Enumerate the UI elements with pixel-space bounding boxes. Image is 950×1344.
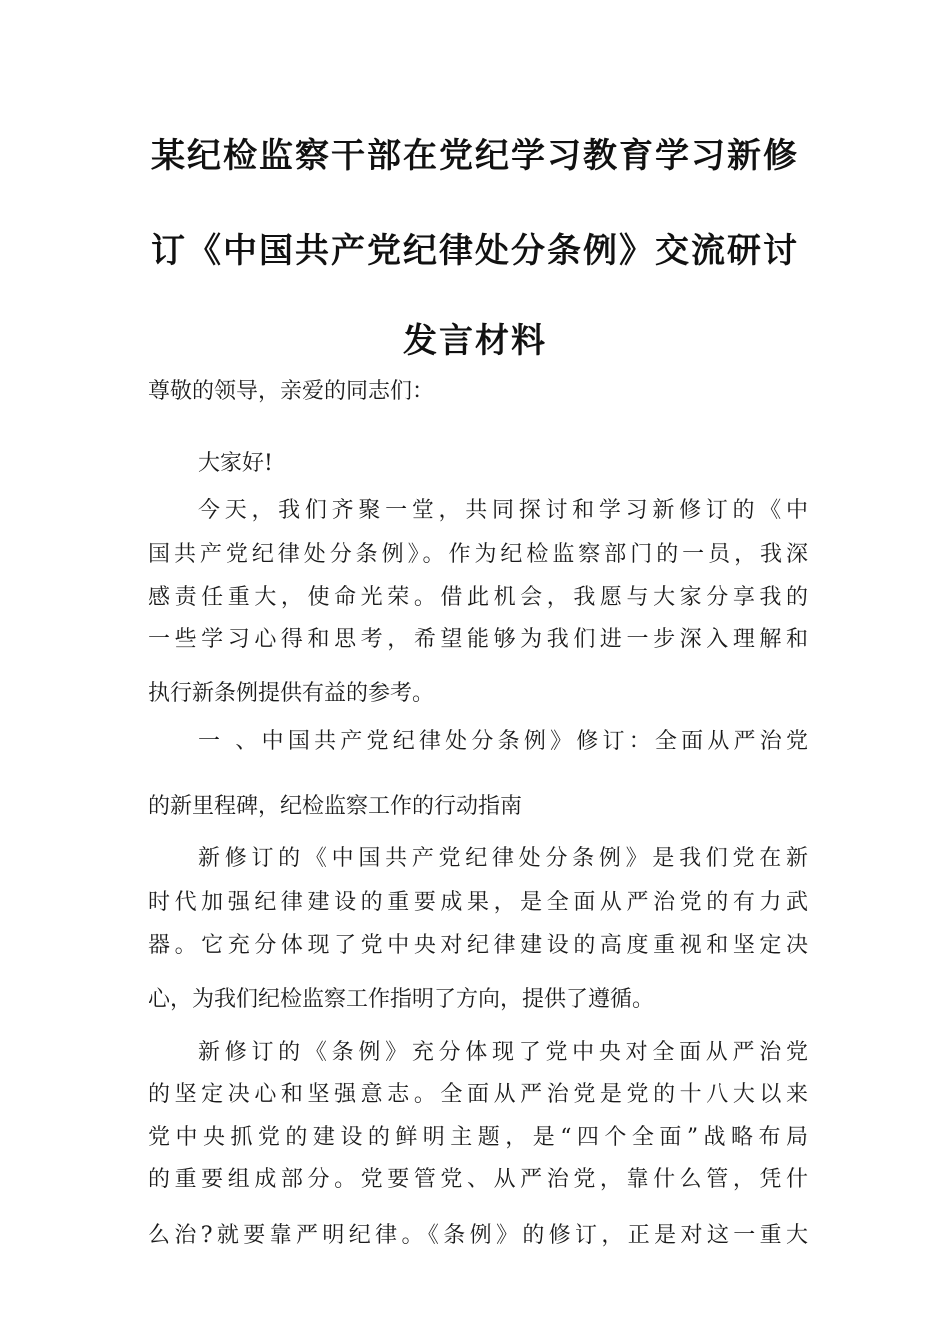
paragraph-line: 感责任重大，使命光荣。借此机会，我愿与大家分享我的 xyxy=(148,585,808,610)
salutation: 尊敬的领导，亲爱的同志们： xyxy=(148,379,435,404)
paragraph-line: 新修订的《中国共产党纪律处分条例》是我们党在新 xyxy=(198,846,808,871)
greeting: 大家好! xyxy=(198,451,273,476)
paragraph-line: 时代加强纪律建设的重要成果，是全面从严治党的有力武 xyxy=(148,890,808,915)
document-title-line-2: 订《中国共产党纪律处分条例》交流研讨 xyxy=(151,231,799,271)
paragraph-line: 执行新条例提供有益的参考。 xyxy=(148,681,435,706)
paragraph-line: 心，为我们纪检监察工作指明了方向，提供了遵循。 xyxy=(148,987,655,1012)
paragraph-line: 今天，我们齐聚一堂，共同探讨和学习新修订的《中 xyxy=(198,498,808,523)
paragraph-line: 党中央抓党的建设的鲜明主题，是“四个全面”战略布局 xyxy=(148,1125,808,1150)
document-title-line-1: 某纪检监察干部在党纪学习教育学习新修 xyxy=(151,136,799,176)
section-heading-line: 的新里程碑，纪检监察工作的行动指南 xyxy=(148,794,523,819)
paragraph-line: 一些学习心得和思考，希望能够为我们进一步深入理解和 xyxy=(148,627,808,652)
paragraph-line: 器。它充分体现了党中央对纪律建设的高度重视和坚定决 xyxy=(148,933,808,958)
section-heading-line: 一 、中国共产党纪律处分条例》修订：全面从严治党 xyxy=(198,729,808,754)
paragraph-line: 新修订的《条例》充分体现了党中央对全面从严治党 xyxy=(198,1040,808,1065)
document-title-line-3: 发言材料 xyxy=(403,321,547,361)
paragraph-line: 国共产党纪律处分条例》。作为纪检监察部门的一员，我深 xyxy=(148,542,808,567)
paragraph-line: 的坚定决心和坚强意志。全面从严治党是党的十八大以来 xyxy=(148,1082,808,1107)
paragraph-line: 么治?就要靠严明纪律。《条例》的修订，正是对这一重大 xyxy=(148,1223,808,1248)
paragraph-line: 的重要组成部分。党要管党、从严治党，靠什么管，凭什 xyxy=(148,1167,808,1192)
